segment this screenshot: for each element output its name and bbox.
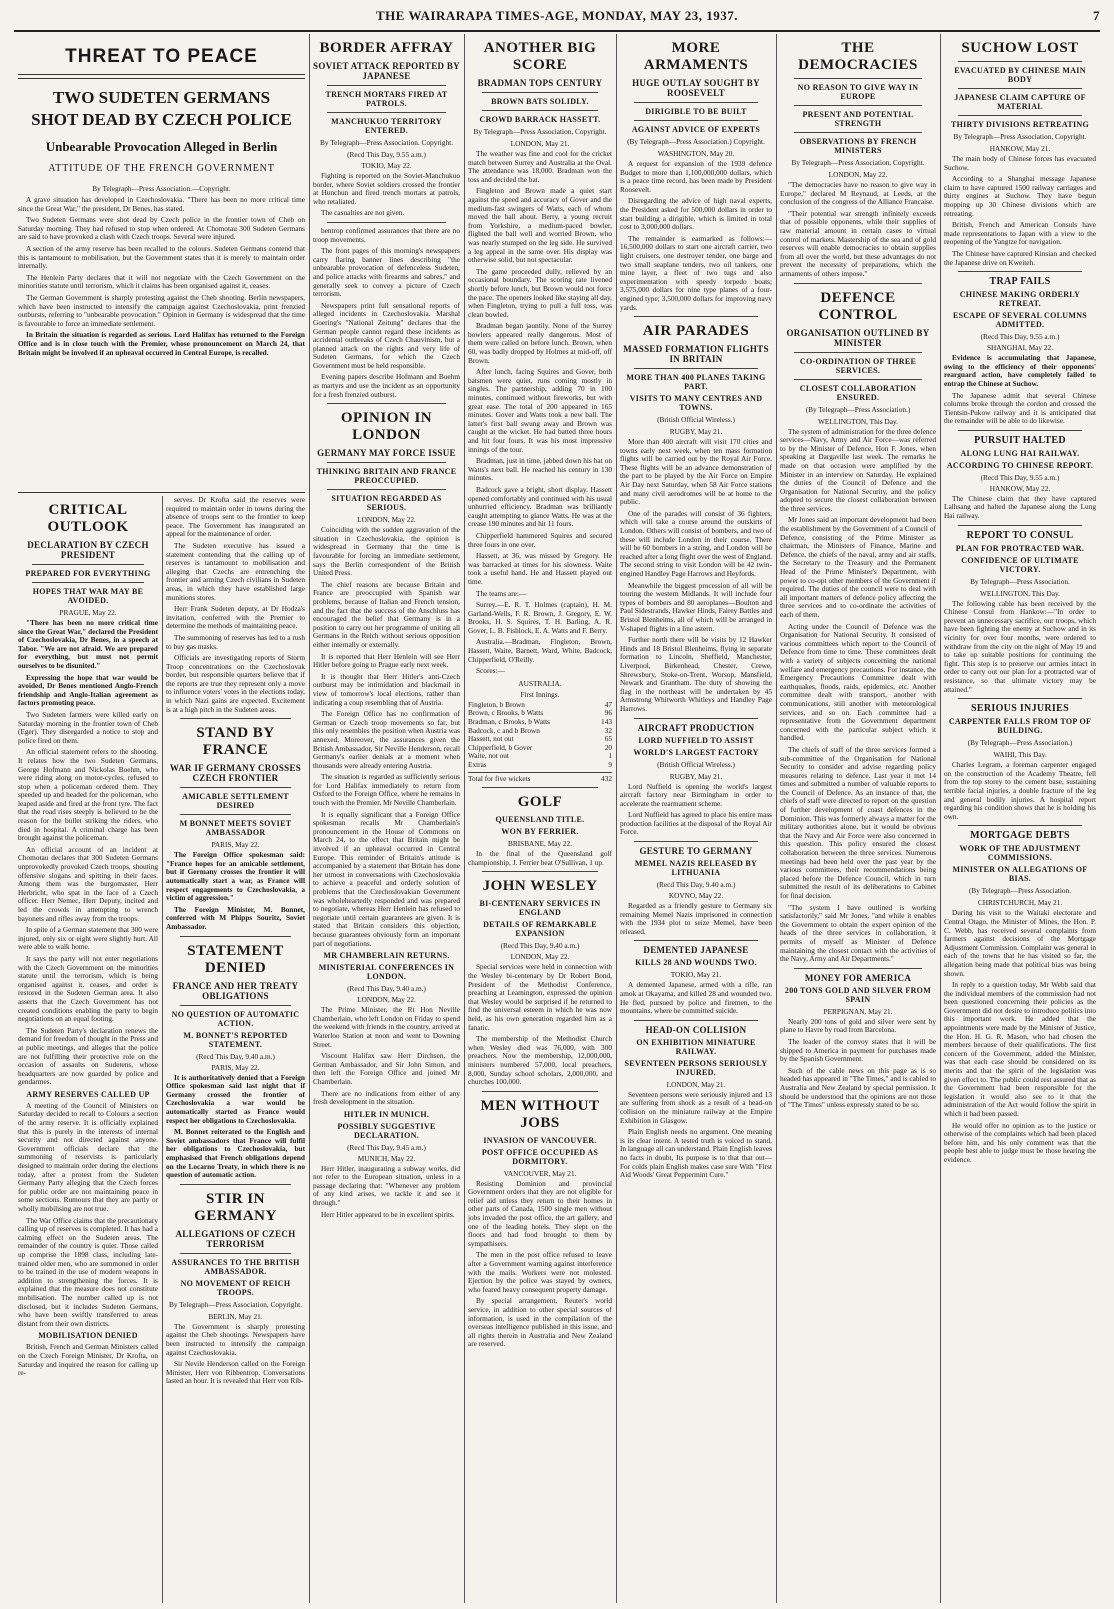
batsman-name: Chipperfield, b Gover	[468, 742, 533, 752]
article-headline: DEMENTED JAPANESE	[643, 945, 749, 956]
columns	[14, 34, 1100, 1603]
batsman-name: Waite, not out	[468, 751, 509, 761]
article-headline: JOHN WESLEY	[482, 878, 598, 895]
batsman-runs: 432	[601, 773, 612, 783]
article-headline: AIRCRAFT PRODUCTION	[637, 722, 755, 733]
article-headline: REPORT TO CONSUL	[966, 529, 1074, 541]
batsman-runs: 9	[608, 760, 612, 769]
batsman-name: Badcock, c and b Brown	[468, 725, 540, 735]
lead-subheadline: TWO SUDETEN GERMANS SHOT DEAD BY CZECH POLICE	[31, 88, 292, 129]
batsman-name: Extras	[468, 760, 487, 769]
article-headline: STAND BY FRANCE	[196, 725, 275, 759]
score-row	[468, 761, 612, 770]
batsman-runs: 47	[604, 699, 612, 709]
masthead-title: THE WAIRARAPA TIMES-AGE, MONDAY, MAY 23, 1937.	[375, 8, 738, 23]
article-headline: THE DEMOCRACIES	[798, 40, 918, 73]
article-headline: MONEY FOR AMERICA	[804, 972, 912, 983]
article-headline: SUCHOW LOST	[961, 40, 1079, 56]
batsman-name: Total for five wickets	[468, 773, 531, 783]
batsman-name: Fingleton, b Brown	[468, 699, 525, 709]
score-row	[468, 752, 612, 761]
article-headline: MORTGAGE DEBTS	[970, 830, 1070, 842]
batsman-runs: 20	[604, 742, 612, 752]
article-headline: BORDER AFFRAY	[319, 40, 454, 56]
article-headline: TRAP FAILS	[989, 276, 1051, 288]
score-row	[468, 775, 612, 784]
masthead	[14, 8, 1100, 32]
article-headline: AIR PARADES	[642, 323, 750, 340]
article-headline: CRITICAL OUTLOOK	[47, 502, 129, 535]
article-headline: PURSUIT HALTED	[974, 434, 1066, 446]
batsman-runs: 143	[601, 717, 612, 727]
column-3: BORDER AFFRAY SOVIET ATTACK REPORTED BY JAPANESE TRENCH MORTARS FIRED AT PATROLS. MANCHUKUO TERRITORY ENTERED. By Telegraph—Press Association. Copyright. (Recd This Day, 9.55 a.m.) TOKIO, May 22. Fighting is reported on the Soviet-Manchukuo border, where Soviet soldiers crossed the frontier at Hunchun and fired trench mortars at patrols, who retaliated. The casualties are not given. bentrop confirmed assurances that there are no troop movements. The front pages of this morning's newspapers carry flaring banner lines describing "the unbearable provocation of defenceless Sudeten, and police attacks with firearms and sabres," and generally seek to convey a picture of Czech terrorism. Newspapers print full sensational reports of alleged incidents in Czechoslovakia. Marshal Goering's "National Zeitung" declares that the German people cannot regard these incidents as accidental outbreaks of Czech Chauvinism, but a planned attack on the rights and very life of Sudeten Germans, for which the Czech Government must be held responsible. Evening papers describe Hofmann and Boehm as martyrs and use the incident as an opportunity for a fresh frenzied outburst. OPINION IN LONDON GERMANY MAY FORCE ISSUE THINKING BRITAIN AND FRANCE PREOCCUPIED. SITUATION REGARDED AS SERIOUS. LONDON, May 22. Coinciding with the sudden aggravation of the situation in Czechoslovakia, the opinion is widespread in Germany that the time is favourable for forcing an immediate settlement, says the Berlin correspondent of the British United Press. The chief reasons are because Britain and France are preoccupied with Spanish war problems, because of Italian and French tension, and the fact that the success of the Anschluss has encouraged the belief that Germany is in a position to carry out her programme of uniting all Germans in the Reich without serious opposition either internally or externally. It is reported that Herr Henlein will see Herr Hitler before going to Prague early next week. It is thought that Herr Hitler's anti-Czech outburst may be intimidation and blackmail in view of tomorrow's local elections, rather than indicating a coup resembling that of Austria. The Foreign Office has no confirmation of German or Czech troop movements so far, but this only resembles the position when Austria was annexed. Moreover, the assurances given the British Ambassador, Sir Neville Henderson, recall Germany's earlier denials at a moment when thousands were already entering Austria. The situation is regarded as sufficiently serious for Lord Halifax immediately to return from Oxford to the Foreign Office, where he remains in touch with the Premier, Mr Neville Chamberlain. It is equally significant that a Foreign Office spokesman recalls Mr Chamberlain's pronouncement in the House of Commons on March 24, to the effect that Britain might be involved if an upheaval occurred in Central Europe. This reminder of Britain's attitude is accompanied by a statement that Britain has done her utmost in conversations with Czechoslovakia to achieve a peaceful and orderly solution of problems that the Czechoslovakian Government was wholeheartedly responded and was prepared to negotiate, whereas Herr Henlein has refused to negotiate until certain guarantees are given. It is stated that Britain considers this objection, because guarantees obviously form an important part of negotiations. MR CHAMBERLAIN RETURNS. MINISTERIAL CONFERENCES IN LONDON. (Recd This Day, 9.40 a.m.) LONDON, May 22. The Prime Minister, the Rt Hon Neville Chamberlain, who left London on Friday to spend the weekend with friends in the country, arrived at Waterloo Station at noon and went to Downing Street. Viscount Halifax saw Herr Dirchsen, the German Ambassador, and Sir John Simon, and then left the Foreign Office and joined Mr Chamberlain. There are no indications from either of any fresh development in the situation. HITLER IN MUNICH. POSSIBLY SUGGESTIVE DECLARATION. (Recd This Day, 9.45 a.m.) MUNICH, May 22. Herr Hitler, inaugurating a subway works, did not refer to the European situation, unless in a passage declaring that: "Whenever any problem of any kind arises, we tackle it and see it through." Herr Hitler appeared to be in excellent spirits.	[313, 40, 460, 1219]
batsman-name: Brown, c Brooks, b Watts	[468, 708, 544, 718]
lead-headline: THREAT TO PEACE	[65, 46, 258, 67]
article-headline: STIR IN GERMANY	[194, 1190, 277, 1224]
column-7: SUCHOW LOST EVACUATED BY CHINESE MAIN BODY JAPANESE CLAIM CAPTURE OF MATERIAL THIRTY DIVISIONS RETREATING By Telegraph—Press Association, Copyright. HANKOW, May 21. The main body of Chinese forces has evacuated Suchow. According to a Shanghai message Japanese claim to have captured 1500 railway carriages and thirty engines at Suchow. They have begun mopping up 30 Chinese divisions which are retreating. British, French and American Consuls have made representations to Japan with a view to the reopening of the Yangtze for navigation. The Chinese have captured Kinsian and checked the Japanese drive on Kweiteh. TRAP FAILS CHINESE MAKING ORDERLY RETREAT. ESCAPE OF SEVERAL COLUMNS ADMITTED. (Recd This Day, 9.55 a.m.) SHANGHAI, May 22. Evidence is accumulating that Japanese, owing to the efficiency of their opponents' rearguard action, have completely failed to entrap the Chinese at Suchow. The Japanese admit that several Chinese columns broke through the cordon and crossed the Tientsin-Pukow railway and it is anticipated that the remainder will be able to do likewise. PURSUIT HALTED ALONG LUNG HAI RAILWAY. ACCORDING TO CHINESE REPORT. (Recd This Day, 9.55 a.m.) HANKOW, May 22. The Chinese claim that they have captured Lalhsang and halted the Japanese along the Lung Hai railway. REPORT TO CONSUL PLAN FOR PROTRACTED WAR. CONFIDENCE OF ULTIMATE VICTORY. By Telegraph—Press Association. WELLINGTON, This Day. The following cable has been received by the Chinese Consul from Hankow:—"In order to prevent an unnecessary sacrifice, our troops, which have been fighting the enemy at Suchow and in its vicinity for over four months, were ordered to withdraw from the city on the night of May 19 and to take up suitable positions for continuing the fight. This step is to preserve our armies intact in order to carry out our plan for a protracted war of resistance, so that ultimate victory may be attained." SERIOUS INJURIES CARPENTER FALLS FROM TOP OF BUILDING. (By Telegraph—Press Association.) WAIHI, This Day. Charles Legram, a foreman carpenter engaged on the construction of the Academy Theatre, fell from the top storey to the cement base, sustaining terrible facial injuries, a double fracture of the leg and general bodily injuries. A hospital report regarding his condition shows that he is holding his own. MORTGAGE DEBTS WORK OF THE ADJUSTMENT COMMISSIONS. MINISTER ON ALLEGATIONS OF BIAS. (By Telegraph—Press Association. CHRISTCHURCH, May 21. During his visit to the Waitaki electorate and Central Otago, the Minister of Mines, the Hon. P. C. Webb, has received several complaints from farmers against decisions of the Mortgage Adjustment Commission. Complaint was general in each of the towns that he has visited so far, the allegation being made that political bias was being shown. In reply to a question today, Mr Webb said that the individual members of the commission had not been questioned concerning their policies as the Government did not desire to introduce politics into this important work. He added that the appointments were made by the Minister of Justice, the Hon. H. G. R. Mason, who had chosen the members because of their qualifications. The first concern of the Government, added the Minister, was that each case should be considered on its merits and that the spirit of the legislation was given effect to. The public could rest assured that as the Government had been responsible for the legislation it would also see to it that the administration of the Act would follow the spirit in which it had been passed. He would offer no opinion as to the justice or otherwise of the complaints which had been placed before him, and his only comment was that the people best able to judge must be those hearing the evidence.	[944, 40, 1096, 1164]
article-headline: ANOTHER BIG SCORE	[483, 40, 597, 73]
column-5: MORE ARMAMENTS HUGE OUTLAY SOUGHT BY ROOSEVELT DIRIGIBLE TO BE BUILT AGAINST ADVICE OF EXPERTS (By Telegraph—Press Association.) Copyright. WASHINGTON, May 20. A request for expansion of the 1939 defence Budget to more than 1,100,000,000 dollars, which is a peace time record, has been made by President Roosevelt. Disregarding the advice of high naval experts, the President asked for 500,000 dollars in order to start building a dirigible, which is limited in total cost to 3,000,000 dollars. The remainder is earmarked as follows:—16,500,000 dollars to start one aircraft carrier, two light cruisers, one destroyer tender, one barge and two small seaplane tenders, two oil tankers, one mine layer, a fleet of two tugs and also experimentation with speedy torpedo boats; 3,575,000 dollars for nine type planes of a four-engined type; 3,500,000 dollars for improving navy yards. AIR PARADES MASSED FORMATION FLIGHTS IN BRITAIN MORE THAN 400 PLANES TAKING PART. VISITS TO MANY CENTRES AND TOWNS. (British Official Wireless.) RUGBY, May 21. More than 400 aircraft will visit 170 cities and towns early next week, when ten mass formation flights will be carried out by the Royal Air Force. These flights will be an advance demonstration of the part to be played by the Air Force on Empire Air Day next Saturday, when 58 Air Force stations and many civil aerodromes will be at home to the public. One of the parades will consist of 36 fighters, which will take a course around the outskirts of London. Others will consist of bombers, and two of these will include London in their course. There will be 60 bombers in a string, and London will be reached after a long flight over the west of England. The second string to visit London will be 42 twin-engined Handley Page Harrows and Heyfords. Meanwhile the biggest procession of all will be touring the western Midlands. It will include four types of bombers and 80 aeroplanes—Boulton and Paul Sidestrands, Hawker Hinds, Fairey Battles and Bristol Blenheims, all of which will be arranged in V-shaped flights in a line astern. Further north there will be visits by 12 Hawker Hinds and 18 Bristol Blenheims, flying in separate formation to Lincoln, Sheffield, Manchester, Liverpool, Birkenhead, Chester, Crewe, Shrewsbury, Stoke-on-Trent, Worsop, Mansfield, Newark and Grantham. The duty of showing the flag in the northeast will be undertaken by 45 Armstrong Whitworth Whitleys and Handley Page Harrows. AIRCRAFT PRODUCTION LORD NUFFIELD TO ASSIST WORLD'S LARGEST FACTORY (British Official Wireless.) RUGBY, May 21. Lord Nuffield is opening the world's largest aircraft factory near Birmingham in order to accelerate the rearmament scheme. Lord Nuffield has agreed to place his entire mass production facilities at the disposal of the Royal Air Force. GESTURE TO GERMANY MEMEL NAZIS RELEASED BY LITHUANIA (Recd This Day, 9.40 a.m.) KOVNO, May 22. Regarded as a friendly gesture to Germany six remaining Memel Nazis imprisoned in connection with the 1934 plot to seize Memel, have been released. DEMENTED JAPANESE KILLS 28 AND WOUNDS TWO. TOKIO, May 21. A demented Japanese, armed with a rifle, ran amok at Okayama, and killed 28 and wounded two. He fled, pursued by police and firemen, to the mountains, where he committed suicide. HEAD-ON COLLISION ON EXHIBITION MINIATURE RAILWAY. SEVENTEEN PERSONS SERIOUSLY INJURED. LONDON, May 21. Seventeen persons were seriously injured and 13 are suffering from shock as a result of a head-on collision on the miniature railway at the Empire Exhibition in Glasgow. Plain English needs no argument. One meaning is its clear intent. A tested truth is voiced to stand, In language all can understand. Plain English leaves no facts in doubt, Its purpose is to that that out— For colds plain English makes case sure With "First Aid Woods' Great Peppermint Cure."	[620, 40, 772, 1180]
article-headline: MEN WITHOUT JOBS	[480, 1097, 600, 1131]
column-4: ANOTHER BIG SCORE BRADMAN TOPS CENTURY BROWN BATS SOLIDLY. CROWD BARRACK HASSETT. By Telegraph—Press Association, Copyright. LONDON, May 21. The weather was fine and cool for the cricket match between Surrey and Australia at the Oval. The attendance was 18,000. Bradman won the toss and decided the bat. Fingleton and Brown made a quiet start against the speed and accuracy of Gover and the medium-fast swingers of Watts, each of whom moved the ball about. Berry, a young recruit from Yorkshire, a medium-paced bowler, flighted the ball well and worried Brown, who was nearly stumped on the leg side. He survived a leg appeal in the same over. His display was otherwise solid, but not spectacular. The game proceeded dully, relieved by an occasional boundary. The scoring rate livened shortly before lunch, but Brown would not force the pace. The openers looked like staying all day, when Fingleton, trying to pull a full toss, was clean bowled. Bradman began jauntily. None of the Surrey bowlers appeared really dangerous. Most of them were called on before lunch. Brown, when 60, was badly dropped by Holmes at mid-off, off Brown. After lunch, facing Squires and Gover, both batsmen were quiet, runs coming mostly in singles. The partnership, adding 70 in 100 minutes, continued without fireworks, but with great ease. The total of 200 appeared in 165 minutes. Gover and Watts took a new ball. The latter's first ball swung away and Brown was caught at the wicket. He had batted three hours and hit four fours. It was his most impressive innings of the tour. Bradman, just in time, jabbed down his bat on Watts's next ball. He reached his century in 130 minutes. Badcock gave a bright, short display. Hassett opened comfortably and continued with his usual unhurried efficiency. Bradman was brilliantly caught attempting to glance Watts. He was at the crease 190 minutes and hit 11 fours. Chipperfield hammered Squires and secured three fours in one over. Hassett, at 36, was missed by Gregory. He was barracked at times for his slowness. Waite took a useful hand. He and Hassett played out time. The teams are:— Surrey.—E. R. T. Holmes (captain), H. M. Garland-Wells, F. R. Brown, J. Gregory, E. W. Brooks, H. S. Squires, T. H. Barling, A. R. Gover, L. B. Fishlock, E. A. Watts and F. Berry. Australia.—Bradman, Fingleton, Brown, Hassett, Waite, Barnett, Ward, White, Badcock, Chipperfield, O'Reilly. Scores:— AUSTRALIA. First Innings. Fingleton, b Brown 47 Brown, c Brooks, b Watts 96 Bradman, c Brooks, b Watts 143 Badcock, c and b Brown 32 Hassett, not out 65 Chipperfield, b Gover 20 Waite, not out 1 Extras 9 Total for five wickets 432 GOLF QUEENSLAND TITLE. WON BY FERRIER. BRISBANE, May 22. In the final of the Queensland golf championship, J. Ferrier beat O'Sullivan, 1 up. JOHN WESLEY BI-CENTENARY SERVICES IN ENGLAND DETAILS OF REMARKABLE EXPANSION (Recd This Day, 9.40 a.m.) LONDON, May 22. Special services were held in connection with the Wesley bi-centenary by Dr Robert Bond, President of the Methodist Conference, preaching at Leamington, expressed the opinion that Wesley would be surprised if he returned to find the universal esteem in which he was now held, as his own generation regarded him as a fanatic. The membership of the Methodist Church when Wesley died was 76,000, with 300 preachers. Now the membership, 12,000,000, ministers numbered 57,000, local preachers, 8,000, Sunday school scholars, 2,000,000, and churches 100,000. MEN WITHOUT JOBS INVASION OF VANCOUVER. POST OFFICE OCCUPIED AS DORMITORY. VANCOUVER, May 21. Resisting Dominion and provincial Government orders that they are not eligible for relief aid unless they return to their homes in other parts of Canada, 1500 single men without jobs invaded the post office, the art gallery, and one of the leading hotels. They slept on the floors and had food brought to them by sympathisers. The men in the post office refused to leave after a Government warning against interference with the mails. Workers were not molested. Ejection by the police was stayed by owners, who feared heavy consequent property damage. By special arrangement, Reuter's world service, in addition to other special sources of information, is used in the compilation of the overseas intelligence published in this issue, and all rights therein in Australia and New Zealand are reserved.	[468, 40, 612, 1349]
article-headline: GESTURE TO GERMANY	[639, 846, 753, 857]
article-headline: GOLF	[517, 794, 563, 811]
article-headline: STATEMENT DENIED	[187, 942, 284, 976]
batsman-name: Bradman, c Brooks, b Watts	[468, 717, 550, 727]
article-headline: HEAD-ON COLLISION	[645, 1024, 747, 1035]
batsman-runs: 96	[604, 708, 612, 718]
scorecard	[468, 701, 612, 783]
article-headline: OPINION IN LONDON	[340, 410, 433, 444]
batsman-runs: 32	[604, 725, 612, 735]
lead-deck: Unbearable Provocation Alleged in Berlin	[45, 139, 278, 154]
article-headline: DEFENCE CONTROL	[818, 289, 898, 323]
lead-story: THREAT TO PEACE TWO SUDETEN GERMANS SHOT DEAD BY CZECH POLICE Unbearable Provocation Alleged in Berlin ATTITUDE OF THE FRENCH GOVERNMENT By Telegraph—Press Association.—Copyright. A grave situation has developed in Czechoslovakia. "There has been no more critical time since the Great War," the president, Dr Benes, has stated. Two Sudeten Germans were shot dead by Czech police in the frontier town of Cheb on Saturday morning. They had refused to stop when ordered. At Chomotau 300 Sudeten Germans are said to have provoked a clash with Czech troops. Several were injured. A section of the army reserve has been recalled to the colours. Sudeten Germans contend that this is tantamount to mobilisation, but the Government states that it is merely to maintain order internally. The Henlein Party declares that it will not negotiate with the Czech Government on the minorities statute until terrorism, which it claims has been organised against it, ceases. The German Government is sharply protesting against the Cheb shooting. Berlin newspapers, which have been instructed to intensify the campaign against Czechoslovakia, print frenzied outbursts, referring to "unbearable provocation." Opinion in Germany is widespread that the time is favourable to force an immediate settlement. In Britain the situation is regarded as serious. Lord Halifax has returned to the Foreign Office and is in close touch with the Premier, whose pronouncement on March 24, that Britain might be involved if an upheaval occurred in Central Europe, is recalled.	[18, 46, 305, 357]
batsman-runs: 65	[604, 734, 612, 744]
batsman-name: Hassett, not out	[468, 734, 514, 744]
column-2: serves. Dr Krofta said the reserves were required to maintain order in towns during the absence of troops sent to the frontier to keep peace. The Government has inaugurated an appeal for the maintenance of order. The Sudeten executive has issued a statement contending that the calling up of reserves is tantamount to mobilisation and alleging that Czechs are entrenching the frontier and arming Czech civilians in Sudeten areas, in which they have established large munitions stores. Herr Frank Sudeten deputy, at Dr Hodza's invitation, conferred with the Premier to determine the methods of maintaining peace. The summoning of reserves has led to a rush to buy gas masks. Officials are investigating reports of Storm Troop concentrations on the Czechoslovak border, but responsible quarters believe that if the reports are true they represent only a move to influence voters' votes in the elections today, in which Nazi gains are expected. Excitement is at a high pitch in the Sudeten areas. STAND BY FRANCE WAR IF GERMANY CROSSES CZECH FRONTIER AMICABLE SETTLEMENT DESIRED M BONNET MEETS SOVIET AMBASSADOR PARIS, May 22. The Foreign Office spokesman said: "France hopes for an amicable settlement, but if Germany crosses the frontier it will automatically start a war, as France will respect engagements to Czechoslovakia, a victim of aggression." The Foreign Minister, M. Bonnet, conferred with M Phipps Souritz, Soviet Ambassador. STATEMENT DENIED FRANCE AND HER TREATY OBLIGATIONS NO QUESTION OF AUTOMATIC ACTION. M. BONNET'S REPORTED STATEMENT. (Recd This Day, 9.40 a.m.) PARIS, May 22. It is authoritatively denied that a Foreign Office spokesman said last night that if Germany crossed the frontier of Czechoslovakia a war would be automatically started as France would respect her obligations to Czechoslovakia. M. Bonnet reiterated to the English and Soviet ambassadors that France will fulfil her obligations to Czechoslovakia, but emphasised that French obligations depend on the Locarno Treaty, in which there is no question of automatic action. STIR IN GERMANY ALLEGATIONS OF CZECH TERRORISM ASSURANCES TO THE BRITISH AMBASSADOR. NO MOVEMENT OF REICH TROOPS. By Telegraph—Press Association, Copyright. BERLIN, May 21. The Government is sharply protesting against the Cheb shootings. Newspapers have been instructed to intensify the campaign against Czechoslovakia. Sir Nevile Henderson called on the Foreign Minister, Herr von Ribbentrop. Conversations lasted an hour. It is revealed that Herr von Rib-	[166, 496, 305, 1386]
critical-outlook-story: CRITICAL OUTLOOK DECLARATION BY CZECH PRESIDENT PREPARED FOR EVERYTHING HOPES THAT WAR MAY BE AVOIDED. PRAGUE, May 22. "There has been no more critical time since the Great War," declared the President of Czechoslovakia, Dr Benes, in a speech at Tabor. "We are not afraid. We are prepared for everything, but must not permit ourselves to be disunited." Expressing the hope that war would be avoided, Dr Benes mentioned Anglo-French friendship and Anglo-Italian agreement as factors promoting peace. Two Sudeten farmers were killed early on Saturday morning in the frontier town of Cheb (Eger). They disregarded a notice to stop and police fired on them. An official statement refers to the shooting. It relates how the two Sudeten Germans, George Hofmann and Nickolas Boehm, who were riding along on motor-cycles, refused to stop when a policeman ordered them. They speeded up and headed for the policeman, who leaped aside and fired at the front tyre. The fact that the road rises steeply is believed to be the reason for the bullet striking the riders, who died in hospital. A criminal charge has been brought against the policeman. An official account of an incident at Chomotau declares that 300 Sudeten Germans unprovokedly provoked Czech troops, shouting offensive slogans and spitting in their faces. Among them was the burgomaster, Herr Herbricht, who spat in the face of a Czech officer. Herr Nemec, Herr Deputy, incited and led the crowds in attempting to wrench bayonets and rifles away from the troops. In spite of a German statement that 300 were injured, only six or eight were slightly hurt. All were able to walk home. It says the party will not enter negotiations with the Czech Government on the minorities statute until the terrorism, which is being organised against it, ceases, and order is restored in the Sudeten German area. It also asserts that the Czech Government has not created conditions enabling the party to begin negotiations on an equal footing. The Sudeten Party's declaration renews the demand for freedom of thought in the Press and at public meetings, and alleges that the police are not fulfilling their protective role on the occasion of assaults on Sudetens, whose headquarters are now guarded by police and gendarmes. ARMY RESERVES CALLED UP A meeting of the Council of Ministers on Saturday decided to recall to Colours a section of the army reserve. It is officially explained that this is purely in the interests of internal security and not directed against anyone. Government officials declare that the summoning of reservists is particularly designed to maintain order during the elections today, after a protest from the Sudeten Germany Party alleging that the Czech forces for public order are not maintaining peace in some sections. Rumours that they are partly or wholly mobilising are not true. The War Office claims that the precautionary calling up of reserves is completed. It has had a calming effect on the Sudeten areas. The remainder of the country is quiet. Those called up comprise the 1898 class, including late-trained older men, who are summoned in order to be trained in the use of modern weapons in addition to strengthening the forces. It is explained that the measure does not constitute mobilisation. The number called up is not disclosed, but it includes Sudeten Germans, who have been swiftly transferred to areas distant from their own districts. MOBILISATION DENIED British, French and German Ministers called on the Czech Foreign Minister, Dr Krofta, on Saturday and inquired the reason for calling up re-	[18, 502, 158, 1378]
article-headline: SERIOUS INJURIES	[971, 703, 1069, 715]
article-headline: MORE ARMAMENTS	[643, 40, 749, 73]
page-number: 7	[1093, 8, 1100, 23]
batsman-runs: 1	[608, 751, 612, 761]
lead-deck-2: ATTITUDE OF THE FRENCH GOVERNMENT	[48, 163, 275, 174]
column-6: THE DEMOCRACIES NO REASON TO GIVE WAY IN EUROPE PRESENT AND POTENTIAL STRENGTH OBSERVATIONS BY FRENCH MINISTERS By Telegraph—Press Association, Copyright. LONDON, May 22. "The democracies have no reason to give way in Europe," declared M Reynaud, at Leeds, at the conclusion of the congress of the Alliance Francaise. "Their potential war strength infinitely exceeds that of possible opponents, while their supplies of raw material amount in certain cases to virtual control of markets. Mastership of the sea and of gold reserves will enable democracies to obtain supplies from all over the world, but these advantages do not prevent the necessity of preparations, which the armaments of others impose." DEFENCE CONTROL ORGANISATION OUTLINED BY MINISTER CO-ORDINATION OF THREE SERVICES. CLOSEST COLLABORATION ENSURED. (By Telegraph—Press Association.) WELLINGTON, This Day. The system of administration for the three defence services—Navy, Army and Air Force—was referred to by the Minister of Defence, Hon F. Jones, when speaking at Dargaville last week. The remarks he made on that occasion were amplified by the Minister in an interview on Saturday. He explained the duties of the Council of Defence and the Organisation for National Security, and the policy adopted to secure the closest collaboration between the three services. Mr Jones said an important development had been the establishment by the Government of a Council of Defence, consisting of the Prime Minister as chairman, the Ministers of Finance, Marine and Defence, the chiefs of the naval, army and air staffs, the Secretary to the Treasury and the Permanent Head of the Prime Minister's Department, with power to co-opt other members of the Government if required. The duties of the council were to deal with all important matters of defence policy affecting the three services and to co-ordinate the activities of each of them. Acting under the Council of Defence was the Organisation for National Security. It consisted of various committees which report to the Council of Defence from time to time. These committees dealt with a variety of subjects concerning the national welfare and emergency precautions. For instance, the Emergency Precautions Committee dealt with earthquakes, floods, raids, epidemics, etc. Another committee dealt with transport, another with communications, still another with meteorological services, and so on. Each committee had a representative from the Government department concerned with the particular subject which it handled. The chiefs of staff of the three services formed a sub-committee of the Organisation for National Security to consider and advise regarding policy measures relating to defence. Last year it met 14 times and submitted a number of valuable reports to the Council of Defence. As an instance of that, the chiefs of staff were directed to report on the question of further development of coast defences in the Dominion. This was formerly always a matter for the military authorities alone, but it would be obvious that the Navy and Air Force were also concerned in this question. This policy ensured the closest collaboration between the three services. Numerous meetings had been held over the past year by the various committees, their recommendations being placed before the Defence Council, which in turn submitted the result of its deliberations to Cabinet for final decision. "The system I have outlined is working satisfactorily," said Mr Jones, "and while it enables the Government to obtain the expert opinion of the heads of the three services in collaboration, it permits of myself as Minister of Defence maintaining the closest contact with the activities of the Navy, Army and Air Departments." MONEY FOR AMERICA 200 TONS GOLD AND SILVER FROM SPAIN PERPIGNAN, May 21. Nearly 200 tons of gold and silver were sent by plane to Havre by road from Barcelona. The leader of the convoy states that it will be shipped to America in payment for purchases made by the Spanish Government. Such of the cable news on this page as is so headed has appeared in "The Times," and is cabled to Australia and New Zealand by special permission. It should be understood that the opinions are not those of "The Times" unless expressly stated to be so.	[780, 40, 936, 1110]
